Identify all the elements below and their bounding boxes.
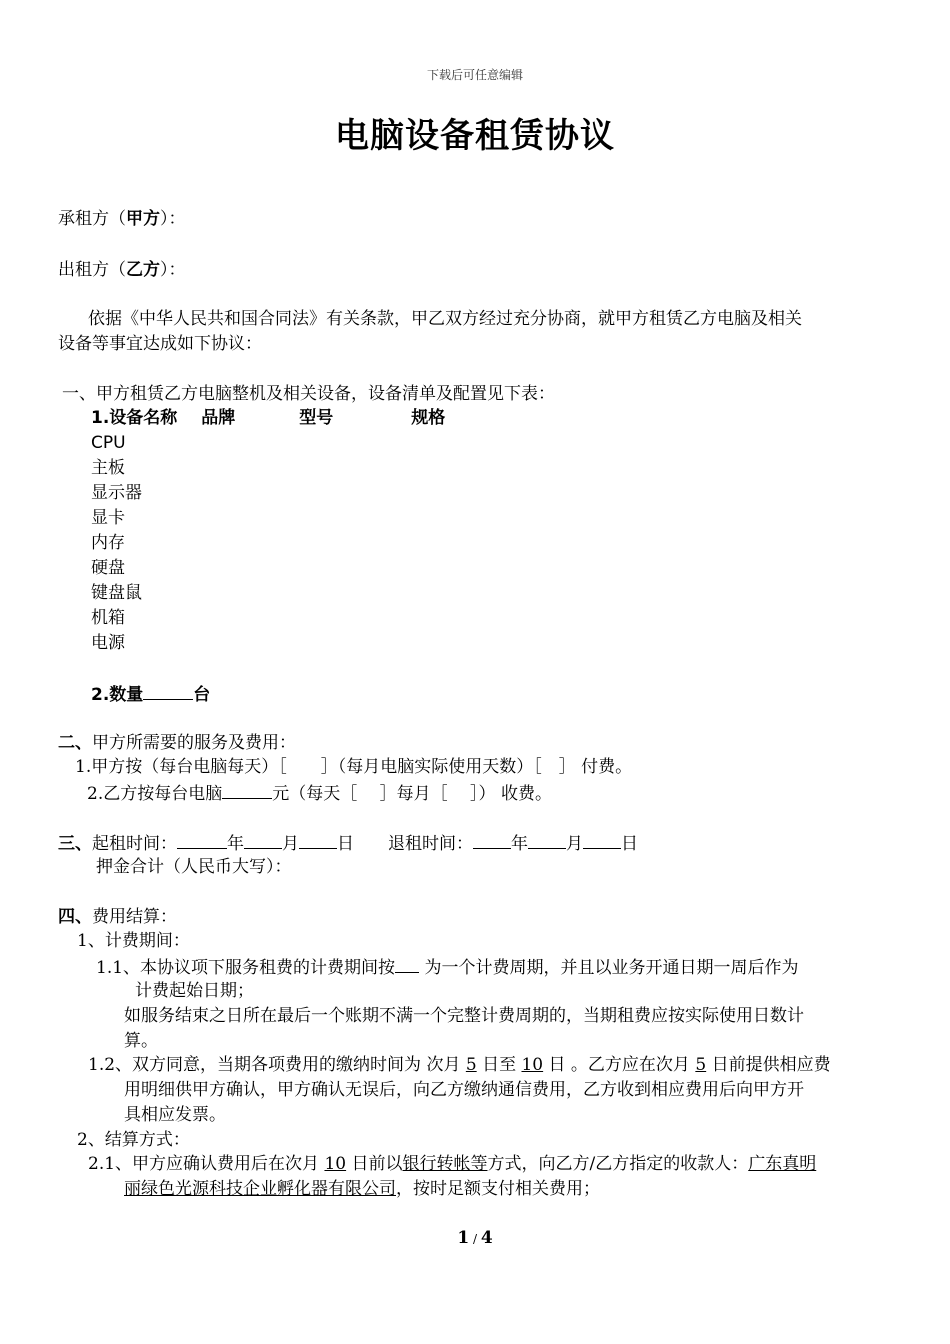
payee-name: 丽绿色光源科技企业孵化器有限公司: [124, 1179, 396, 1199]
payment-deadline-day: 10: [324, 1154, 347, 1174]
clause-1-1-line4: 算。: [124, 1031, 158, 1051]
month-label: 月: [566, 834, 583, 854]
clause-text: 日前提供相应费: [706, 1055, 831, 1075]
clause-text: 方式，向乙方/乙方指定的收款人：: [487, 1154, 749, 1174]
section2-num: 二、: [58, 733, 92, 753]
clause-text: 日至: [476, 1055, 522, 1075]
quantity-blank: [143, 681, 193, 700]
table-num: 1.: [91, 408, 110, 428]
rental-period-line: [58, 830, 638, 857]
section2-title: 甲方所需要的服务及费用：: [92, 733, 296, 753]
clause-text: 1.2、双方同意，当期各项费用的缴纳时间为 次月: [88, 1055, 466, 1075]
year-label: 年: [511, 834, 528, 854]
equipment-item: 机箱: [91, 608, 125, 628]
equipment-item: 内存: [91, 533, 125, 553]
section2-item1: 1.甲方按（每台电脑每天）［ ］（每月电脑实际使用天数）［ ］ 付费。: [75, 757, 633, 777]
start-year-blank: [177, 830, 227, 849]
page-separator: /: [469, 1232, 481, 1246]
lessor-party: 乙方: [126, 260, 160, 280]
equipment-item: 显卡: [91, 508, 125, 528]
equipment-item: 主板: [91, 458, 125, 478]
price-blank: [222, 780, 272, 799]
day-label: 日: [621, 834, 638, 854]
quantity-label: 数量: [109, 685, 144, 705]
equipment-item: 显示器: [91, 483, 142, 503]
year-label: 年: [227, 834, 244, 854]
section1-heading: 一、甲方租赁乙方电脑整机及相关设备，设备清单及配置见下表：: [62, 384, 555, 404]
section4-num: 四、: [58, 907, 92, 927]
lessee-label: 承租方: [58, 209, 109, 229]
equipment-item: 电源: [91, 633, 125, 653]
section3-num: 三、: [58, 834, 92, 854]
equipment-item: 硬盘: [91, 558, 125, 578]
clause-1-1-line2: 计费起始日期；: [135, 981, 254, 1001]
end-year-blank: [473, 830, 511, 849]
intro-line-1: 依据《中华人民共和国合同法》有关条款，甲乙双方经过充分协商，就甲方租赁乙方电脑及相关: [88, 309, 802, 329]
end-month-blank: [528, 830, 566, 849]
period-blank: [395, 954, 419, 973]
col-spec: 规格: [411, 408, 446, 428]
item2-suffix: 元（每天［ ］每月［ ］） 收费。: [272, 784, 552, 804]
clause-2-1-line2: [124, 1177, 600, 1202]
col-brand: 品牌: [201, 408, 236, 428]
paren: ）: [160, 260, 169, 280]
quantity-num: 2.: [91, 685, 110, 705]
header-note: 下载后可任意编辑: [426, 68, 523, 82]
lessee-party: 甲方: [126, 209, 160, 229]
payment-start-day: 5: [465, 1055, 477, 1075]
section2-item2: [87, 780, 552, 807]
clause-1-2-line1: [88, 1053, 831, 1078]
payee-name: 广东真明: [748, 1154, 817, 1174]
colon: ：: [168, 260, 186, 280]
section2-heading: [58, 731, 296, 756]
end-label: 退租时间：: [388, 834, 473, 854]
subsection-settlement-method: 2、结算方式：: [77, 1130, 190, 1150]
clause-text: 日前以: [346, 1154, 403, 1174]
subsection-billing-period: 1、计费期间：: [77, 931, 190, 951]
paren: ）: [160, 209, 169, 229]
intro-line-2: 设备等事宜达成如下协议：: [58, 334, 262, 354]
equipment-item-cpu: CPU: [91, 433, 126, 453]
quantity-unit: 台: [193, 685, 211, 705]
deposit-line: 押金合计（人民币大写）：: [96, 857, 292, 877]
clause-text: 2.1、甲方应确认费用后在次月: [88, 1154, 325, 1174]
total-pages: 4: [480, 1228, 493, 1248]
start-day-blank: [299, 830, 337, 849]
equipment-table-header: [91, 406, 445, 431]
clause-2-1-line1: [88, 1152, 816, 1177]
clause-1-2-line3: 具相应发票。: [124, 1105, 226, 1125]
clause-text: 1.1、本协议项下服务租费的计费期间按: [96, 958, 396, 978]
payment-method: 银行转帐等: [402, 1154, 488, 1174]
clause-1-2-line2: 用明细供甲方确认，甲方确认无误后，向乙方缴纳通信费用，乙方收到相应费用后向甲方开: [124, 1080, 804, 1100]
paren: （: [109, 209, 126, 229]
clause-1-1-line3: 如服务结束之日所在最后一个账期不满一个完整计费周期的，当期租费应按实际使用日数计: [124, 1006, 804, 1026]
quantity-line: [91, 681, 210, 708]
clause-text: 日 。乙方应在次月: [543, 1055, 696, 1075]
lessor-label: 出租方: [58, 260, 109, 280]
month-label: 月: [282, 834, 299, 854]
start-month-blank: [244, 830, 282, 849]
section4-title: 费用结算：: [92, 907, 177, 927]
page-number: [0, 1228, 950, 1248]
clause-text: ，按时足额支付相关费用；: [396, 1179, 600, 1199]
lessee-line: [58, 207, 186, 232]
paren: （: [109, 260, 126, 280]
day-label: 日: [337, 834, 354, 854]
start-label: 起租时间：: [92, 834, 177, 854]
current-page: 1: [457, 1228, 470, 1248]
section4-heading: [58, 905, 177, 930]
equipment-item: 键盘鼠: [91, 583, 142, 603]
lessor-line: [58, 258, 186, 283]
statement-day: 5: [695, 1055, 707, 1075]
col-name: 设备名称: [109, 408, 178, 428]
clause-1-1-line1: [96, 954, 798, 981]
col-model: 型号: [299, 408, 334, 428]
clause-text: 为一个计费周期，并且以业务开通日期一周后作为: [419, 958, 799, 978]
end-day-blank: [583, 830, 621, 849]
item2-prefix: 2.乙方按每台电脑: [87, 784, 223, 804]
page-title: 电脑设备租赁协议: [335, 116, 615, 156]
colon: ：: [168, 209, 186, 229]
payment-end-day: 10: [521, 1055, 544, 1075]
